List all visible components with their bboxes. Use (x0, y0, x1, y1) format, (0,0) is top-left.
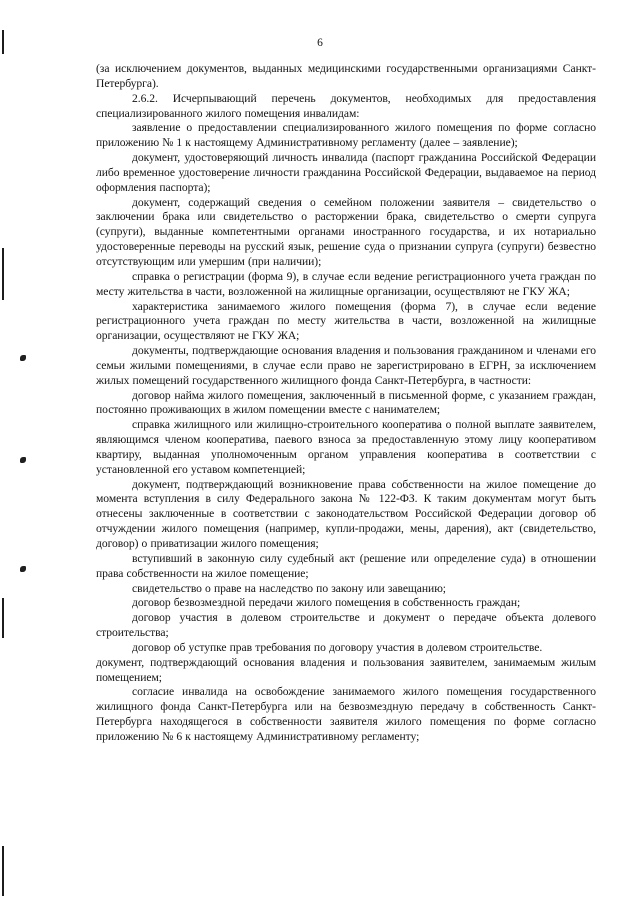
paragraph: вступивший в законную силу судебный акт (решение или определение суда) в отношении права собственности на жилое помещение; (96, 551, 596, 580)
scan-edge-mark (2, 248, 4, 300)
paragraph: справка о регистрации (форма 9), в случае если ведение регистрационного учета граждан по месту жительства в части, возложенной на жилищные организации, осуществляют не ГКУ ЖА; (96, 269, 596, 298)
paragraph: заявление о предоставлении специализированного жилого помещения по форме согласно приложению № 1 к настоящему Административному регламенту (далее – заявление); (96, 121, 596, 150)
paragraph: согласие инвалида на освобождение занимаемого жилого помещения государственного жилищного фонда Санкт-Петербурга или на безвозмездную передачу в собственность Санкт-Петербурга находящегося в собственности заявителя жилого помещения по форме согласно приложению № 6 к настоящему Административному регламенту; (96, 685, 596, 743)
page-number: 6 (317, 37, 323, 49)
paragraph: (за исключением документов, выданных медицинскими государственными организациями Санкт-Петербурга). (96, 62, 596, 90)
paragraph: договор безвозмездной передачи жилого помещения в собственность граждан; (132, 596, 521, 610)
paragraph: документ, содержащий сведения о семейном положении заявителя – свидетельство о заключении брака или свидетельство о расторжении брака, свидетельство о смерти супруга (супруги), выданные компетентными органами иностранного государства, и их нотариально удостоверенные переводы на русский язык, решение суда о признании супруга (супруги) безвестно отсутствующим или умершим (при наличии); (96, 195, 596, 268)
scan-edge-mark (2, 598, 4, 638)
scan-edge (0, 0, 3, 905)
binder-hole-mark (20, 355, 26, 361)
paragraph: договор участия в долевом строительстве и документ о передаче объекта долевого строительства; (96, 611, 596, 640)
paragraph: документы, подтверждающие основания владения и пользования гражданином и членами его семьи жилыми помещениями, в случае если право не зарегистрировано в ЕГРН, за исключением жилых помещений государственного жилищного фонда Санкт-Петербурга, в частности: (96, 344, 596, 387)
paragraph: договор об уступке прав требования по договору участия в долевом строительстве. (132, 640, 543, 654)
paragraph: документ, подтверждающий основания владения и пользования заявителем, занимаемым жилым помещением; (96, 655, 596, 684)
document-body (96, 62, 596, 745)
paragraph: характеристика занимаемого жилого помещения (форма 7), в случае если ведение регистрационного учета граждан по месту жительства в части, возложенной на жилищные организации, осуществляют не ГКУ ЖА; (96, 299, 596, 343)
paragraph: договор найма жилого помещения, заключенный в письменной форме, с указанием граждан, постоянно проживающих в жилом помещении вместе с нанимателем; (96, 388, 596, 417)
scan-edge-mark (2, 846, 4, 896)
paragraph: документ, удостоверяющий личность инвалида (паспорт гражданина Российской Федерации либо временное удостоверение личности гражданина Российской Федерации, выдаваемое на период оформления паспорта); (96, 151, 596, 194)
paragraph: свидетельство о праве на наследство по закону или завещанию; (132, 581, 446, 595)
binder-hole-mark (20, 566, 26, 572)
paragraph: документ, подтверждающий возникновение права собственности на жилое помещение до момента вступления в силу Федерального закона № 122-ФЗ. К таким документам могут быть отнесены заключенные в соответствии с законодательством Российской Федерации договор об отчуждении жилого помещения (например, купли-продажи, мены, дарения), акт (свидетельство, договор) о приватизации жилого помещения; (96, 477, 596, 550)
paragraph: справка жилищного или жилищно-строительного кооператива о полной выплате заявителем, являющимся членом кооператива, паевого взноса за предоставленную этому лицу кооперативом квартиру, выданная уполномоченным органом управления кооператива в соответствии с установленной его уставом компетенцией; (96, 418, 596, 476)
binder-hole-mark (20, 457, 26, 463)
paragraph: 2.6.2. Исчерпывающий перечень документов, необходимых для предоставления специализированного жилого помещения инвалидам: (96, 91, 596, 120)
